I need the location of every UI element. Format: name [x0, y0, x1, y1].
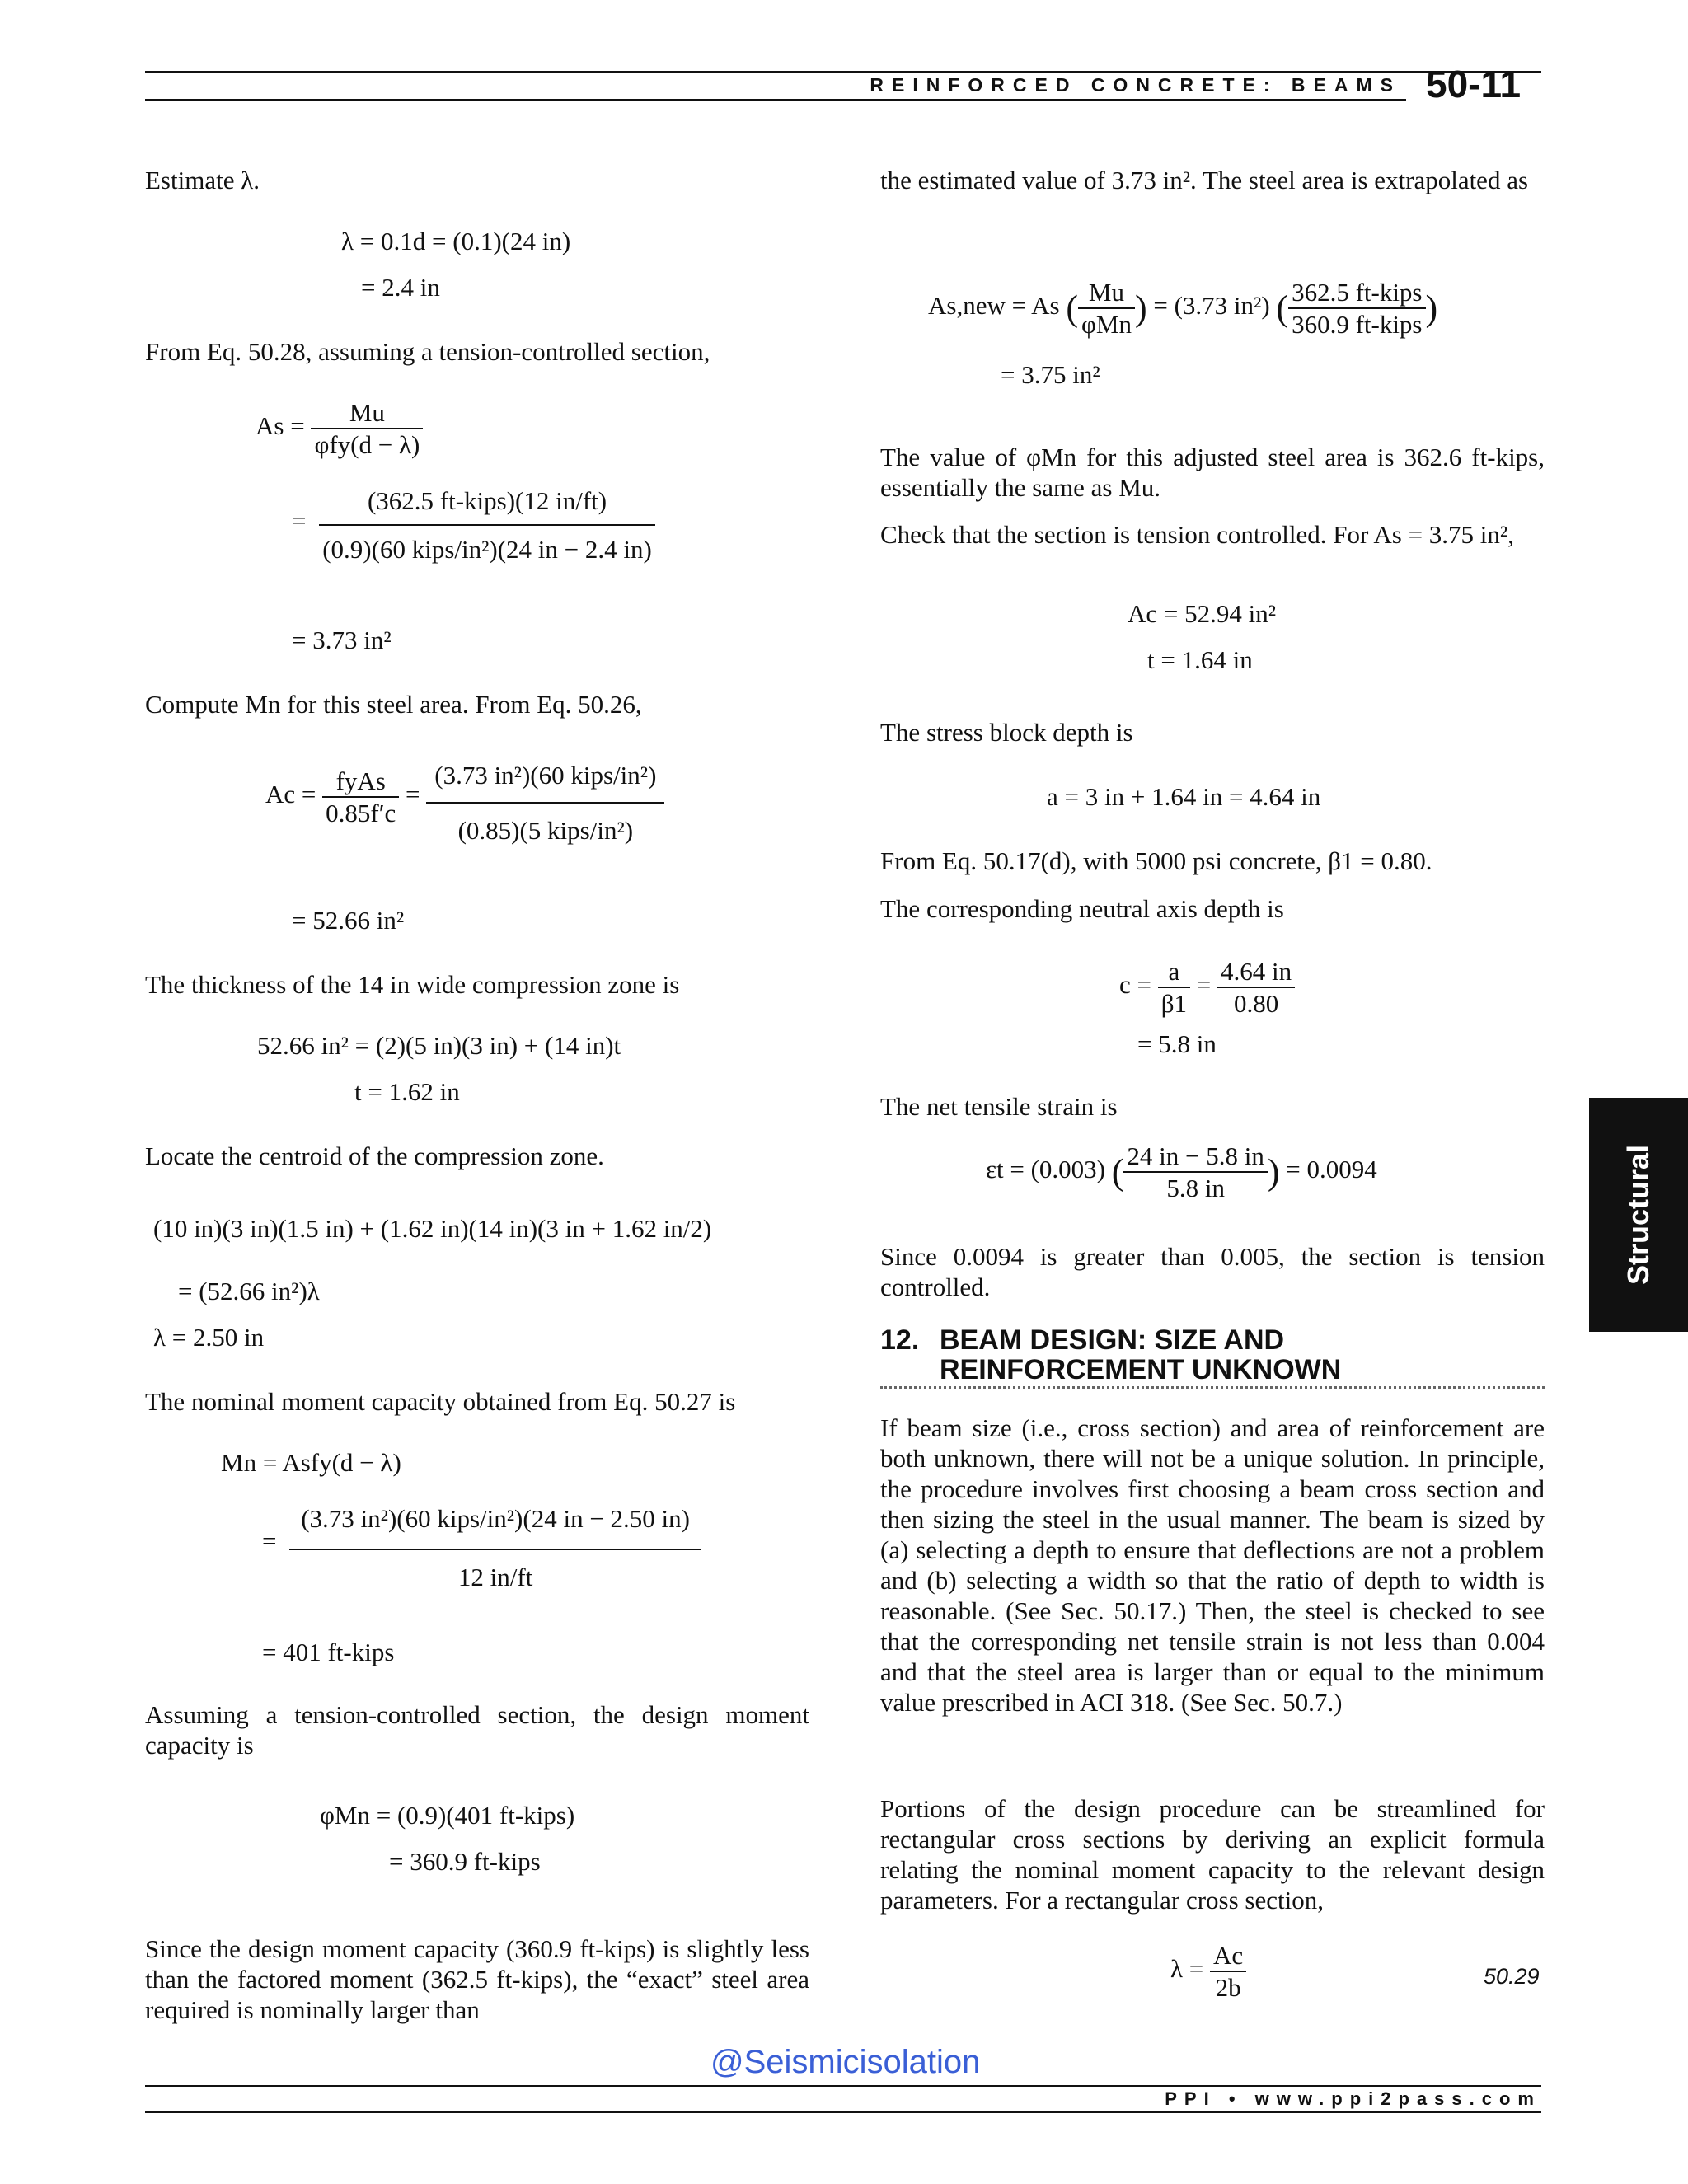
equation-middle: = (3.73 in²): [1153, 291, 1270, 321]
fraction-denominator: 0.85f′c: [326, 799, 396, 827]
fraction-denominator: 12 in/ft: [457, 1563, 533, 1591]
paragraph: Portions of the design procedure can be streamlined for rectangular cross sections by deriving an explicit formula relating the nominal moment capacity to the relevant design parameters. For a rectangular cross section,: [880, 1794, 1545, 1915]
fraction-numerator: a: [1158, 956, 1190, 988]
paragraph: The corresponding neutral axis depth is: [880, 894, 1284, 923]
footer-rule-bottom: [145, 2111, 1541, 2113]
paragraph: Check that the section is tension controlled. For As = 3.75 in²,: [880, 520, 1514, 549]
equation: = 3.73 in²: [292, 626, 392, 654]
section-heading-rule: [880, 1386, 1545, 1389]
equation-as-new: As,new = As ( $\frac{Mu}{\text{φMn}}$ ) = (3.73 in²) ( $\frac{\text{362.5 ft-kips}}{\text{360.9 ft-kips}}$ ): [928, 278, 1438, 339]
paragraph: Estimate λ.: [145, 166, 260, 194]
section-title-line-2: REINFORCEMENT UNKNOWN: [940, 1354, 1342, 1385]
fraction-denominator: φMn: [1081, 310, 1132, 339]
paragraph: If beam size (i.e., cross section) and area of reinforcement are both unknown, there will not be a unique solution. In principle, the procedure involves first choosing a beam cross section and then sizing the steel in the usual manner. The beam is sized by (a) selecting a depth to ensure that deflections are not a problem and (b) selecting a width so that the ratio of depth to width is reasonable. (See Sec. 50.17.) Then, the steel is checked to see that the corresponding net tensile strain is not less than 0.004 and that the steel area is larger than or equal to the minimum value prescribed in ACI 318. (See Sec. 50.7.): [880, 1413, 1545, 1717]
fraction-numerator: Ac: [1210, 1940, 1246, 1972]
equation: = 2.4 in: [361, 273, 440, 302]
paragraph: From Eq. 50.28, assuming a tension-controlled section,: [145, 337, 710, 366]
equation-lambda: [1170, 1940, 1246, 2003]
equation: φMn = (0.9)(401 ft-kips): [320, 1801, 575, 1830]
fraction-denominator: 0.80: [1233, 989, 1279, 1018]
fraction-numerator: fyAs: [322, 766, 399, 798]
equation-lhs: εt = (0.003): [986, 1155, 1106, 1184]
fraction-denominator: (0.9)(60 kips/in²)(24 in − 2.4 in): [322, 535, 652, 564]
paragraph: Since 0.0094 is greater than 0.005, the section is tension controlled.: [880, 1242, 1545, 1301]
equation: λ = 2.50 in: [153, 1323, 265, 1352]
paragraph: The stress block depth is: [880, 718, 1133, 747]
section-title-line-1: BEAM DESIGN: SIZE AND: [940, 1324, 1285, 1356]
equation: = 3.75 in²: [1001, 360, 1100, 389]
fraction-denominator: 360.9 ft-kips: [1292, 310, 1423, 339]
watermark: @Seismicisolation: [710, 2044, 981, 2080]
equation-mn-substituted: = $\frac{\text{(3.73 in²)(60 kips/in²)(24 in − 2.50 in)}}{12 in/ft}$: [262, 1495, 701, 1592]
equation-lhs: Ac =: [265, 780, 316, 809]
paragraph: Compute Mn for this steel area. From Eq. 50.26,: [145, 690, 642, 719]
equation-lhs: As,new = As: [928, 291, 1060, 321]
equation: t = 1.62 in: [354, 1077, 460, 1106]
fraction-denominator: 5.8 in: [1166, 1174, 1225, 1202]
equation-lhs: As =: [256, 411, 305, 441]
fraction-denominator: (0.85)(5 kips/in²): [457, 816, 634, 845]
equation: 52.66 in² = (2)(5 in)(3 in) + (14 in)t: [257, 1031, 621, 1060]
page-number: 50-11: [1426, 63, 1522, 105]
fraction-numerator: 24 in − 5.8 in: [1123, 1141, 1267, 1173]
paragraph: the estimated value of 3.73 in². The steel area is extrapolated as: [880, 166, 1529, 194]
equation: Mn = Asfy(d − λ): [221, 1448, 401, 1477]
equation: Ac = 52.94 in²: [1128, 599, 1277, 628]
equation-strain: εt = (0.003) ( $\frac{24 in - 5.8 in}{5.8 in}$ ) = 0.0094: [986, 1141, 1377, 1202]
equation: t = 1.64 in: [1147, 645, 1253, 674]
fraction-numerator: (3.73 in²)(60 kips/in²): [426, 748, 664, 804]
equation-as-substituted: = $\frac{\text{(362.5 ft-kips)(12 in/ft)}}{\text{(0.9)(60 kips/in²)(24 in − 2.4 in)}}$: [292, 482, 655, 565]
structural-side-tab: [1589, 1098, 1688, 1332]
paragraph: The value of φMn for this adjusted steel area is 362.6 ft-kips, essentially the same as Mu.: [880, 443, 1545, 502]
fraction-numerator: (3.73 in²)(60 kips/in²)(24 in − 2.50 in): [289, 1495, 701, 1550]
equation: = 52.66 in²: [292, 906, 405, 935]
fraction-denominator: β1: [1160, 989, 1188, 1018]
equation: = 360.9 ft-kips: [389, 1847, 541, 1876]
equation-c: c = $\frac{a}{\beta 1}$ = $\frac{4.64 in}{0.80}$: [1119, 956, 1295, 1019]
fraction-denominator: φfy(d − λ): [314, 430, 420, 459]
equation: = 5.8 in: [1137, 1029, 1217, 1058]
equation: a = 3 in + 1.64 in = 4.64 in: [1047, 782, 1321, 811]
paragraph: The net tensile strain is: [880, 1092, 1118, 1121]
footer-text: PPI • www.ppi2pass.com: [1165, 2088, 1541, 2109]
fraction-numerator: Mu: [311, 397, 423, 429]
equation-rhs: = 0.0094: [1286, 1155, 1377, 1184]
equation: (10 in)(3 in)(1.5 in) + (1.62 in)(14 in)(3 in + 1.62 in/2): [153, 1214, 712, 1243]
fraction-numerator: (362.5 ft-kips)(12 in/ft): [319, 482, 655, 526]
paragraph: Since the design moment capacity (360.9 ft-kips) is slightly less than the factored moment (362.5 ft-kips), the “exact” steel area required is nominally larger than: [145, 1934, 809, 2024]
equation-lhs: c =: [1119, 970, 1151, 1000]
paragraph: The nominal moment capacity obtained from Eq. 50.27 is: [145, 1387, 736, 1416]
fraction-numerator: 362.5 ft-kips: [1288, 277, 1425, 309]
equation-as: [256, 397, 423, 460]
side-tab-label: Structural: [1621, 1144, 1655, 1286]
equation-ac: Ac = $\frac{\text{fyAs}}{0.85f'c}$ = $\frac{\text{(3.73 in²)(60 kips/in²)}}{\text{(0.85)(5 kips/in²)}}$: [265, 748, 664, 846]
fraction-numerator: 4.64 in: [1217, 956, 1295, 988]
equation-number: 50.29: [1484, 1964, 1540, 1989]
equation: = 401 ft-kips: [262, 1638, 395, 1666]
paragraph: Assuming a tension-controlled section, the design moment capacity is: [145, 1700, 809, 1760]
running-head: REINFORCED CONCRETE: BEAMS: [870, 74, 1401, 96]
equation: = (52.66 in²)λ: [178, 1277, 320, 1305]
paragraph: Locate the centroid of the compression zone.: [145, 1141, 604, 1170]
equation-lhs: λ =: [1170, 1954, 1204, 1984]
equation: λ = 0.1d = (0.1)(24 in): [341, 227, 571, 255]
section-heading: [880, 1325, 1545, 1385]
paragraph: From Eq. 50.17(d), with 5000 psi concrete, β1 = 0.80.: [880, 846, 1432, 875]
section-number: 12.: [880, 1324, 920, 1356]
fraction-numerator: Mu: [1078, 277, 1135, 309]
header-rule-bottom: [145, 99, 1406, 101]
paragraph: The thickness of the 14 in wide compression zone is: [145, 970, 680, 999]
fraction-denominator: 2b: [1215, 1973, 1241, 2002]
